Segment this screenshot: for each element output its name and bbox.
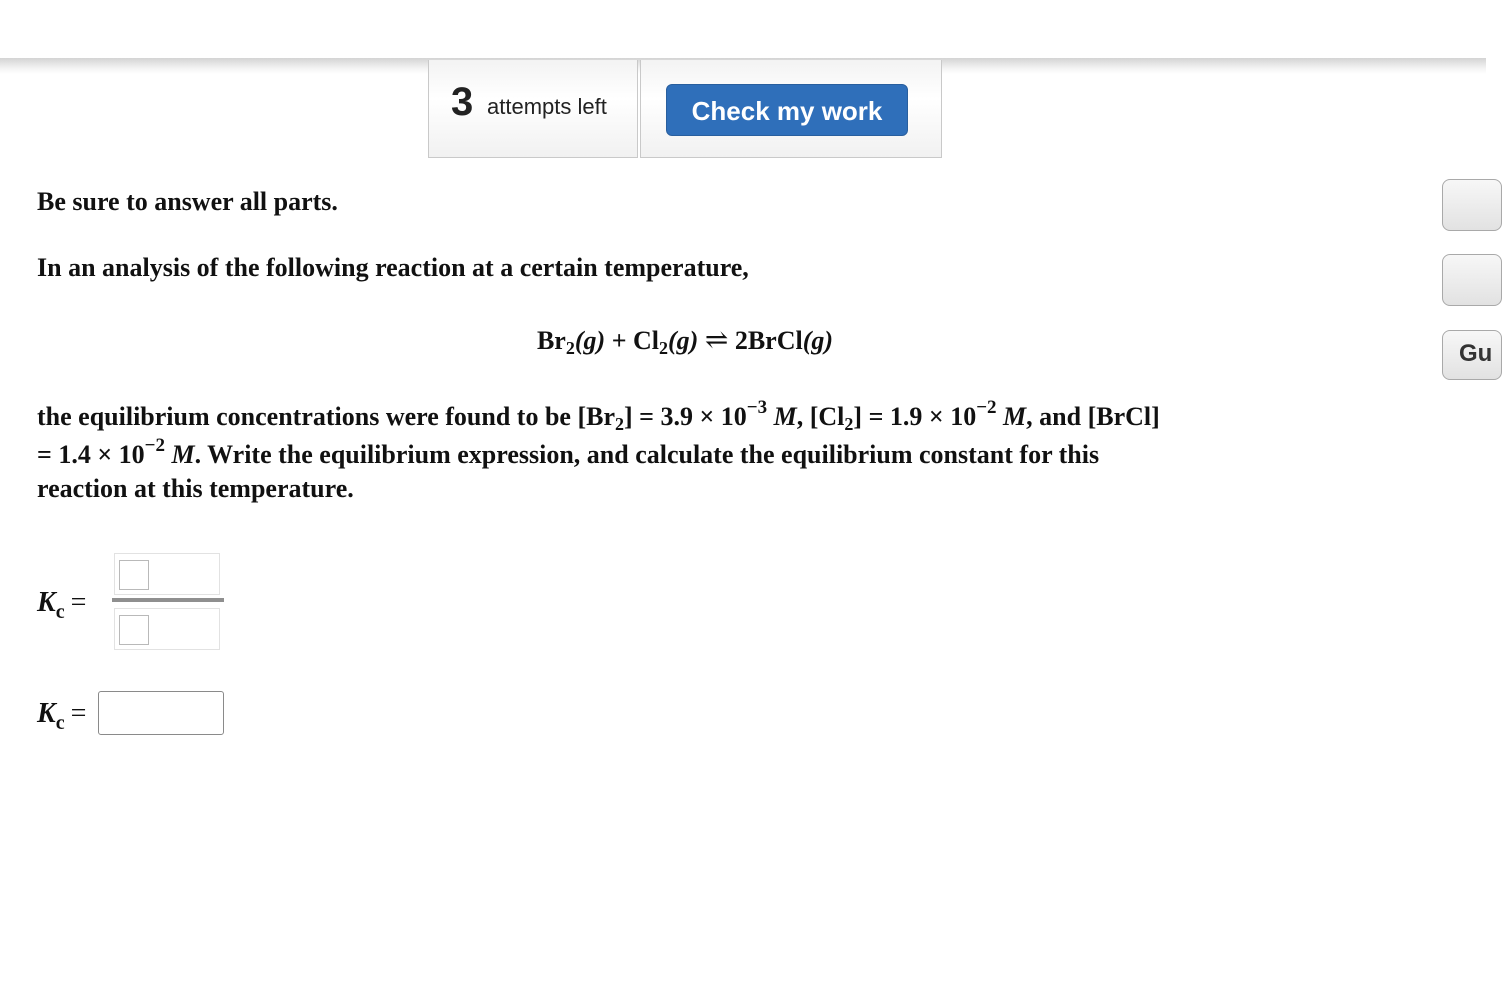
kc-symbol: K bbox=[37, 587, 56, 618]
problem-segment: = 1.4 × 10 bbox=[37, 440, 145, 469]
problem-segment: ] = 3.9 × 10 bbox=[624, 402, 747, 431]
kc-symbol: K bbox=[37, 698, 56, 729]
denominator-placeholder-box bbox=[119, 615, 149, 645]
problem-segment: , and [BrCl] bbox=[1026, 402, 1160, 431]
reactant1: Br bbox=[536, 326, 566, 355]
side-button-2[interactable] bbox=[1442, 254, 1502, 306]
fraction-bar bbox=[112, 598, 224, 602]
check-my-work-button[interactable]: Check my work bbox=[666, 84, 908, 136]
problem-segment: , [Cl bbox=[796, 402, 845, 431]
brcl-exponent: −2 bbox=[144, 435, 165, 456]
problem-segment: the equilibrium concentrations were found to be [Br bbox=[37, 402, 615, 431]
side-button-1[interactable] bbox=[1442, 179, 1502, 231]
plus-sign: + bbox=[605, 326, 634, 355]
reactant2-state: (g) bbox=[668, 326, 699, 355]
attempts-panel bbox=[428, 60, 638, 158]
reactant2-subscript: 2 bbox=[659, 338, 669, 358]
molarity-unit: M bbox=[773, 402, 797, 431]
kc-subscript: c bbox=[55, 601, 65, 623]
kc-value-label bbox=[37, 698, 87, 734]
problem-line-1 bbox=[37, 398, 1357, 436]
kc-value-input[interactable] bbox=[98, 691, 224, 735]
kc-subscript: c bbox=[55, 712, 65, 734]
cl2-exponent: −2 bbox=[976, 397, 997, 418]
equals-sign: = bbox=[70, 698, 87, 729]
intro-text: In an analysis of the following reaction at a certain temperature, bbox=[37, 253, 749, 282]
denominator-input[interactable] bbox=[114, 608, 220, 650]
numerator-placeholder-box bbox=[119, 560, 149, 590]
reaction-equation bbox=[0, 324, 1370, 358]
product-state: (g) bbox=[802, 326, 834, 355]
equilibrium-arrow-icon: ⇌ bbox=[704, 325, 729, 356]
instruction-text: Be sure to answer all parts. bbox=[37, 187, 338, 216]
reactant2: Cl bbox=[633, 326, 660, 355]
reactant1-state: (g) bbox=[574, 326, 606, 355]
problem-line-2 bbox=[37, 436, 1357, 474]
problem-segment: ] = 1.9 × 10 bbox=[853, 402, 977, 431]
problem-line-3: reaction at this temperature. bbox=[37, 474, 354, 503]
attempts-label: attempts left bbox=[487, 94, 607, 119]
equals-sign: = bbox=[70, 587, 87, 618]
reactant1-subscript: 2 bbox=[565, 338, 575, 358]
product: 2BrCl bbox=[734, 326, 803, 355]
molarity-unit: M bbox=[1003, 402, 1027, 431]
attempts-count: 3 bbox=[451, 80, 474, 124]
br2-subscript: 2 bbox=[615, 414, 624, 434]
problem-segment: . Write the equilibrium expression, and calculate the equilibrium constant for this bbox=[194, 440, 1100, 469]
numerator-input[interactable] bbox=[114, 553, 220, 595]
equilibrium-expression-fraction bbox=[112, 553, 224, 653]
problem-text bbox=[37, 398, 1357, 504]
cl2-subscript: 2 bbox=[844, 414, 854, 434]
guided-button[interactable]: Gu bbox=[1442, 330, 1502, 380]
br2-exponent: −3 bbox=[746, 397, 768, 418]
top-bar bbox=[0, 0, 1486, 60]
kc-expression-label bbox=[37, 587, 87, 623]
check-panel bbox=[640, 60, 942, 158]
molarity-unit: M bbox=[171, 440, 195, 469]
